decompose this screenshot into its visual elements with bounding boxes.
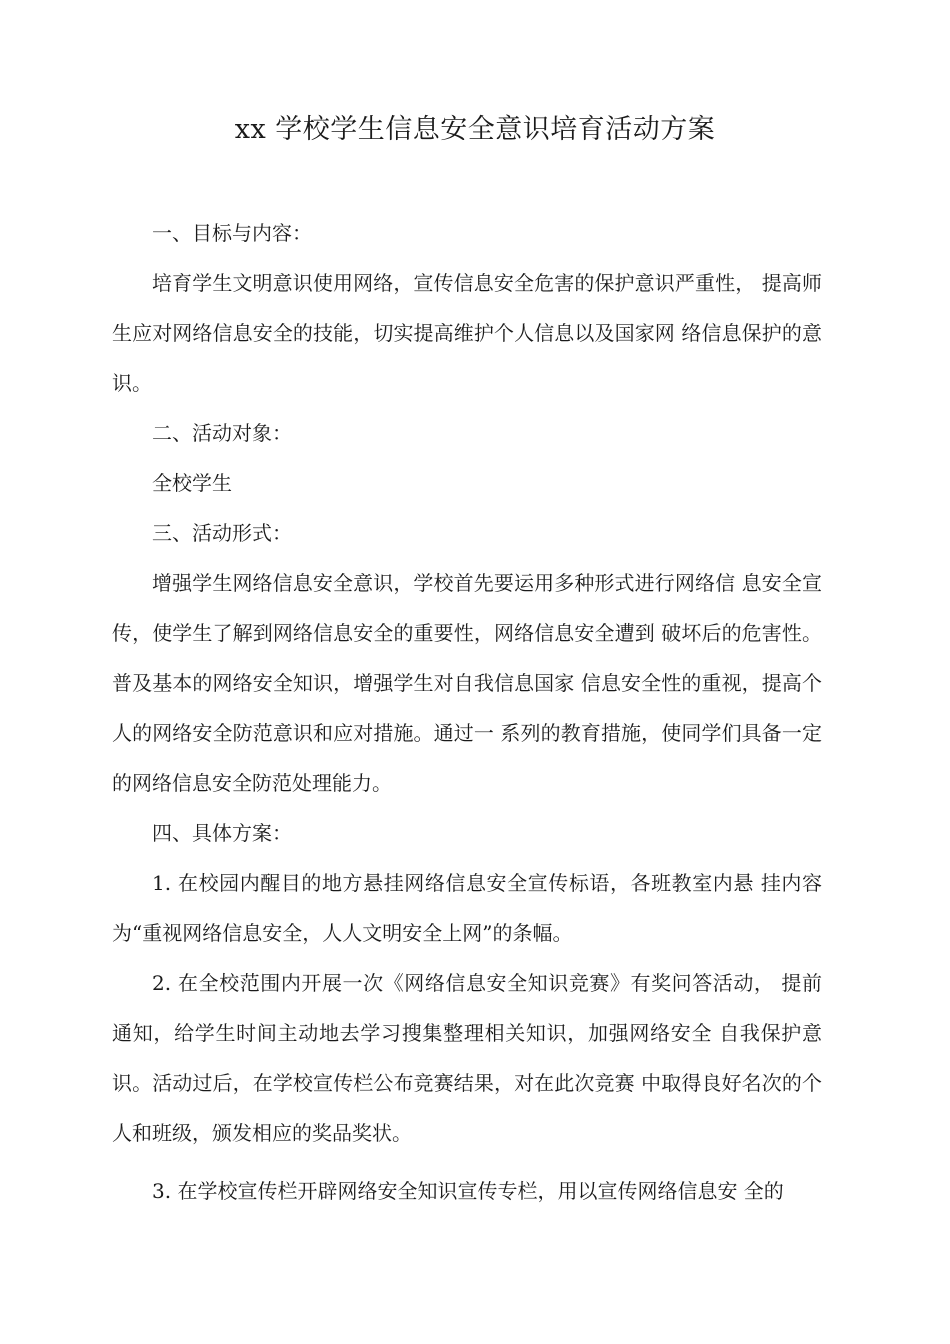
plan-item-3: 3. 在学校宣传栏开辟网络安全知识宣传专栏，用以宣传网络信息安 全的: [152, 1179, 784, 1203]
section-text-goals: 培育学生文明意识使用网络，宣传信息安全危害的保护意识严重性， 提高师生应对网络信息安全的技能，切实提高维护个人信息以及国家网 络信息保护的意识。: [112, 271, 822, 395]
section-heading-audience: 二、活动对象：: [152, 421, 292, 445]
section-text-format: 增强学生网络信息安全意识，学校首先要运用多种形式进行网络信 息安全宣传，使学生了解到网络信息安全的重要性，网络信息安全遭到 破坏后的危害性。普及基本的网络安全知识，增强学生对自我信息国家 信息安全性的重视，提高个人的网络安全防范意识和应对措施。通过一 系列的教育措施，使同学们具备一定的网络信息安全防范处理能力。: [112, 571, 822, 795]
plan-item-1: 1. 在校园内醒目的地方悬挂网络信息安全宣传标语，各班教室内悬 挂内容为“重视网络信息安全，人人文明安全上网”的条幅。: [112, 871, 822, 945]
section-heading-format: 三、活动形式：: [152, 521, 292, 545]
document-title: xx 学校学生信息安全意识培育活动方案: [234, 114, 716, 145]
plan-item-2: 2. 在全校范围内开展一次《网络信息安全知识竞赛》有奖问答活动， 提前通知，给学生时间主动地去学习搜集整理相关知识，加强网络安全 自我保护意识。活动过后，在学校宣传栏公布竞赛结果，对在此次竞赛 中取得良好名次的个人和班级，颁发相应的奖品奖状。: [112, 971, 822, 1145]
document-body: [112, 208, 822, 1216]
section-text-audience: 全校学生: [152, 471, 232, 495]
section-heading-plan: 四、具体方案：: [152, 821, 292, 845]
section-heading-goals: 一、目标与内容：: [152, 221, 312, 245]
